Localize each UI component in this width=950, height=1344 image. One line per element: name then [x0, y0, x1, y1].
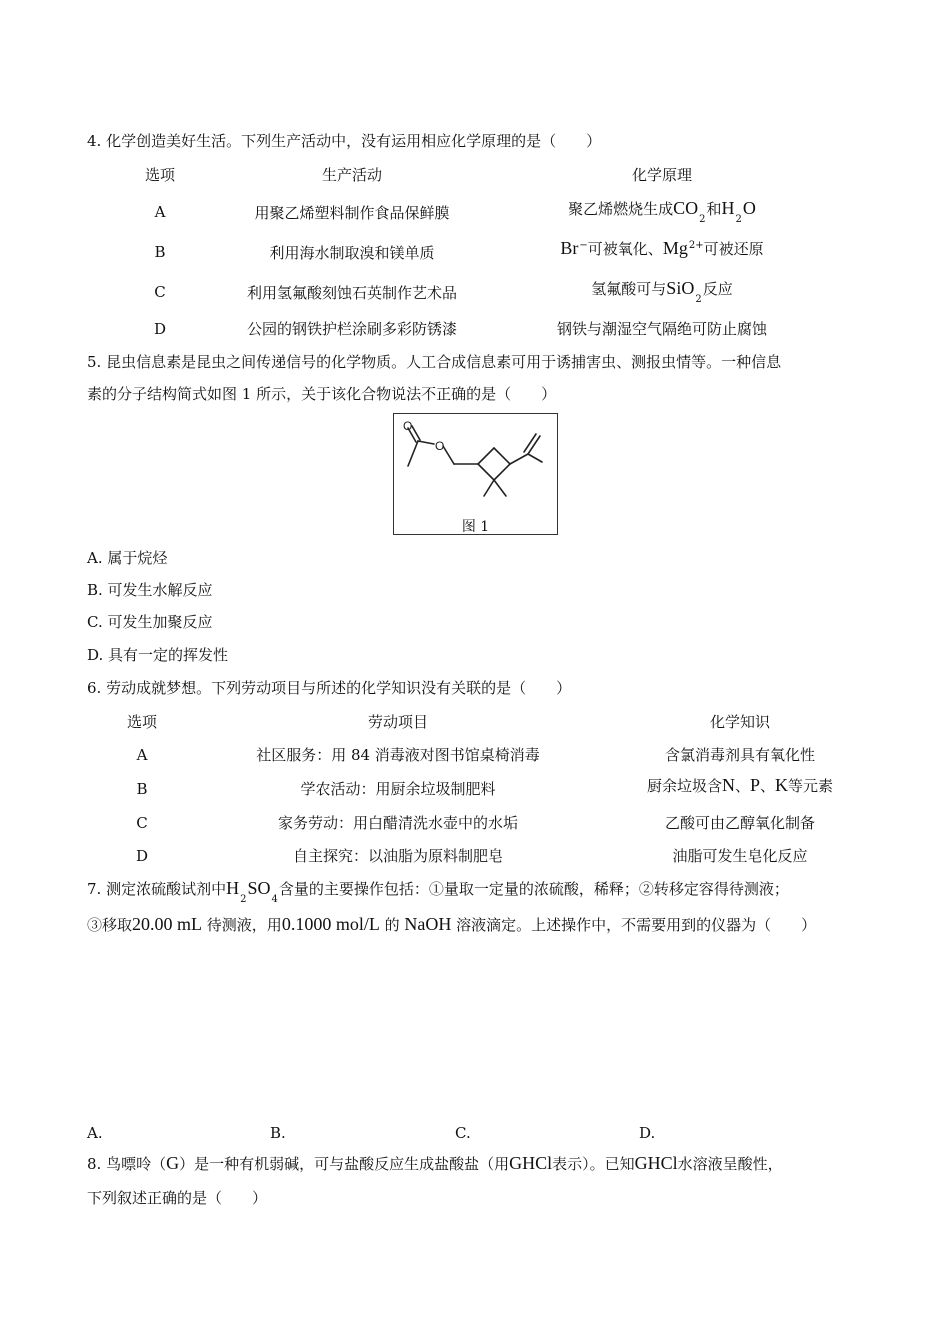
- q4-header-option: 选项: [144, 166, 176, 184]
- q5-option-a: A. 属于烷烃: [87, 549, 168, 567]
- vinyl-methyl-bond: [528, 454, 542, 462]
- q7-stem-line2: ③移取20.00 mL 待测液，用0.1000 mol/L 的 NaOH 溶液滴定。上述操作中，不需要用到的仪器为（ ）: [87, 914, 817, 934]
- q6-row-a-option: A: [136, 746, 148, 764]
- q7-choice-c: C.: [455, 1124, 471, 1142]
- q6-row-b-project: 学农活动：用厨余垃圾制肥料: [300, 780, 496, 798]
- q6-header-project: 劳动项目: [367, 713, 429, 731]
- q6-row-c-option: C: [136, 814, 148, 832]
- q4-row-d-option: D: [153, 320, 167, 338]
- q8-stem-line1: 8. 鸟嘌呤（G）是一种有机弱碱，可与盐酸反应生成盐酸盐（用GHCl表示）。已知GHCl水溶液呈酸性，: [87, 1153, 783, 1173]
- isopropenyl-bond: [510, 454, 528, 464]
- q4-row-b-principle: Br−可被氧化、$Mg^{2+}$可被还原: [560, 238, 764, 258]
- vinyl-double-bond-2: [524, 434, 536, 452]
- q7-choice-a: A.: [87, 1124, 103, 1142]
- q4-row-b-activity: 利用海水制取溴和镁单质: [269, 244, 435, 262]
- vinyl-double-bond-1: [528, 436, 540, 454]
- q6-row-d-option: D: [135, 847, 149, 865]
- q8-stem-line2: 下列叙述正确的是（ ）: [87, 1189, 268, 1207]
- q7-choice-d: D.: [639, 1124, 656, 1142]
- q6-row-c-knowledge: 乙酸可由乙醇氧化制备: [664, 814, 816, 832]
- oxygen-ch2-bond: [443, 446, 454, 464]
- q4-header-activity: 生产活动: [321, 166, 383, 184]
- q4-row-c-activity: 利用氢氟酸刻蚀石英制作艺术品: [246, 284, 458, 302]
- q6-header-knowledge: 化学知识: [709, 713, 771, 731]
- acetyl-methyl-bond: [408, 441, 418, 466]
- svg-text:O: O: [435, 439, 445, 453]
- q5-stem-line1: 5. 昆虫信息素是昆虫之间传递信号的化学物质。人工合成信息素可用于诱捕害虫、测报虫情等。一种信息: [87, 353, 782, 371]
- q5-option-b: B. 可发生水解反应: [87, 581, 213, 599]
- figure-1-label: 图 1: [461, 519, 490, 535]
- q4-header-principle: 化学原理: [631, 166, 693, 184]
- q7-stem-line1: 7. 测定浓硫酸试剂中$H_2SO_4$含量的主要操作包括：①量取一定量的浓硫酸，稀释；②转移定容得待测液；: [87, 878, 789, 905]
- q5-stem-line2: 素的分子结构简式如图 1 所示，关于该化合物说法不正确的是（ ）: [87, 385, 557, 403]
- methyl-bond-2: [494, 480, 506, 496]
- q6-row-a-knowledge: 含氯消毒剂具有氧化性: [664, 746, 816, 764]
- ester-bond: [418, 441, 434, 444]
- figure-1-molecule: [393, 413, 558, 535]
- q4-row-b-option: B: [154, 243, 166, 261]
- q6-stem: 6. 劳动成就梦想。下列劳动项目与所述的化学知识没有关联的是（ ）: [87, 679, 572, 697]
- q5-option-d: D. 具有一定的挥发性: [87, 646, 229, 664]
- q4-row-a-activity: 用聚乙烯塑料制作食品保鲜膜: [254, 204, 450, 222]
- q4-row-c-principle: 氢氟酸可与SiO$_2$反应: [591, 278, 733, 305]
- q6-row-b-option: B: [136, 780, 148, 798]
- q7-choice-b: B.: [270, 1124, 286, 1142]
- ring-bond-1: [478, 448, 494, 464]
- q6-row-a-project: 社区服务：用 84 消毒液对图书馆桌椅消毒: [256, 746, 540, 764]
- svg-text:O: O: [403, 419, 413, 433]
- q6-row-b-knowledge: 厨余垃圾含N、P、K等元素: [646, 775, 834, 795]
- q4-row-d-principle: 钢铁与潮湿空气隔绝可防止腐蚀: [556, 320, 768, 338]
- ring-bond-2: [494, 448, 510, 464]
- q4-row-a-principle: 聚乙烯燃烧生成$CO_2$和$H_2O$: [568, 198, 756, 225]
- q6-row-c-project: 家务劳动：用白醋清洗水壶中的水垢: [277, 814, 519, 832]
- methyl-bond-1: [484, 480, 494, 496]
- q4-row-c-option: C: [154, 283, 166, 301]
- q6-row-d-knowledge: 油脂可发生皂化反应: [672, 847, 808, 865]
- q4-row-d-activity: 公园的钢铁护栏涂刷多彩防锈漆: [246, 320, 458, 338]
- q6-row-d-project: 自主探究：以油脂为原料制肥皂: [292, 847, 504, 865]
- ring-bond-4: [478, 464, 494, 480]
- q4-row-a-option: A: [154, 203, 166, 221]
- q6-header-option: 选项: [126, 713, 158, 731]
- ring-bond-3: [494, 464, 510, 480]
- q5-option-c: C. 可发生加聚反应: [87, 613, 213, 631]
- q4-stem: 4. 化学创造美好生活。下列生产活动中，没有运用相应化学原理的是（ ）: [87, 132, 602, 150]
